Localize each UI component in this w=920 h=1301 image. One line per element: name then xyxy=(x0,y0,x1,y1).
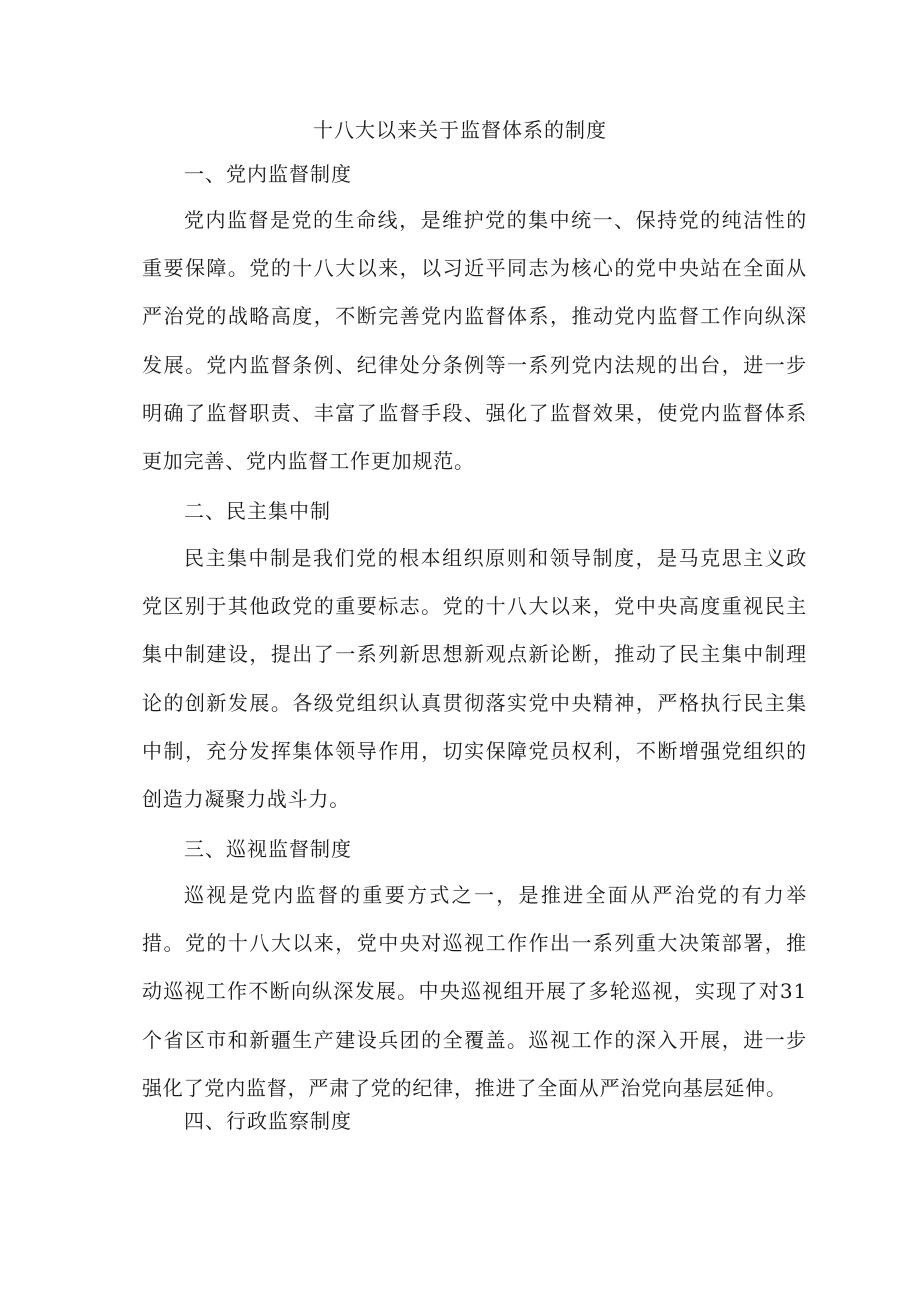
document-title: 十八大以来关于监督体系的制度 xyxy=(313,118,607,142)
section-body-inspection-supervision: 巡视是党内监督的重要方式之一，是推进全面从严治党的有力举措。党的十八大以来，党中央对巡视工作作出一系列重大决策部署，推动巡视工作不断向纵深发展。中央巡视组开展了多轮巡视，实现了对31个省区市和新疆生产建设兵团的全覆盖。巡视工作的深入开展，进一步强化了党内监督，严肃了党的纪律，推进了全面从严治党向基层延伸。 xyxy=(142,883,807,1100)
section-heading-inspection-supervision: 三、巡视监督制度 xyxy=(184,837,352,861)
section-body-democratic-centralism: 民主集中制是我们党的根本组织原则和领导制度，是马克思主义政党区别于其他政党的重要标志。党的十八大以来，党中央高度重视民主集中制建设，提出了一系列新思想新观点新论断，推动了民主集中制理论的创新发展。各级党组织认真贯彻落实党中央精神，严格执行民主集中制，充分发挥集体领导作用，切实保障党员权利，不断增强党组织的创造力凝聚力战斗力。 xyxy=(142,546,807,812)
section-heading-democratic-centralism: 二、民主集中制 xyxy=(184,499,331,523)
section-heading-party-supervision: 一、党内监督制度 xyxy=(184,162,352,186)
section-heading-administrative-supervision: 四、行政监察制度 xyxy=(184,1109,352,1133)
section-body-party-supervision: 党内监督是党的生命线，是维护党的集中统一、保持党的纯洁性的重要保障。党的十八大以来，以习近平同志为核心的党中央站在全面从严治党的战略高度，不断完善党内监督体系，推动党内监督工作向纵深发展。党内监督条例、纪律处分条例等一系列党内法规的出台，进一步明确了监督职责、丰富了监督手段、强化了监督效果，使党内监督体系更加完善、党内监督工作更加规范。 xyxy=(142,208,807,474)
